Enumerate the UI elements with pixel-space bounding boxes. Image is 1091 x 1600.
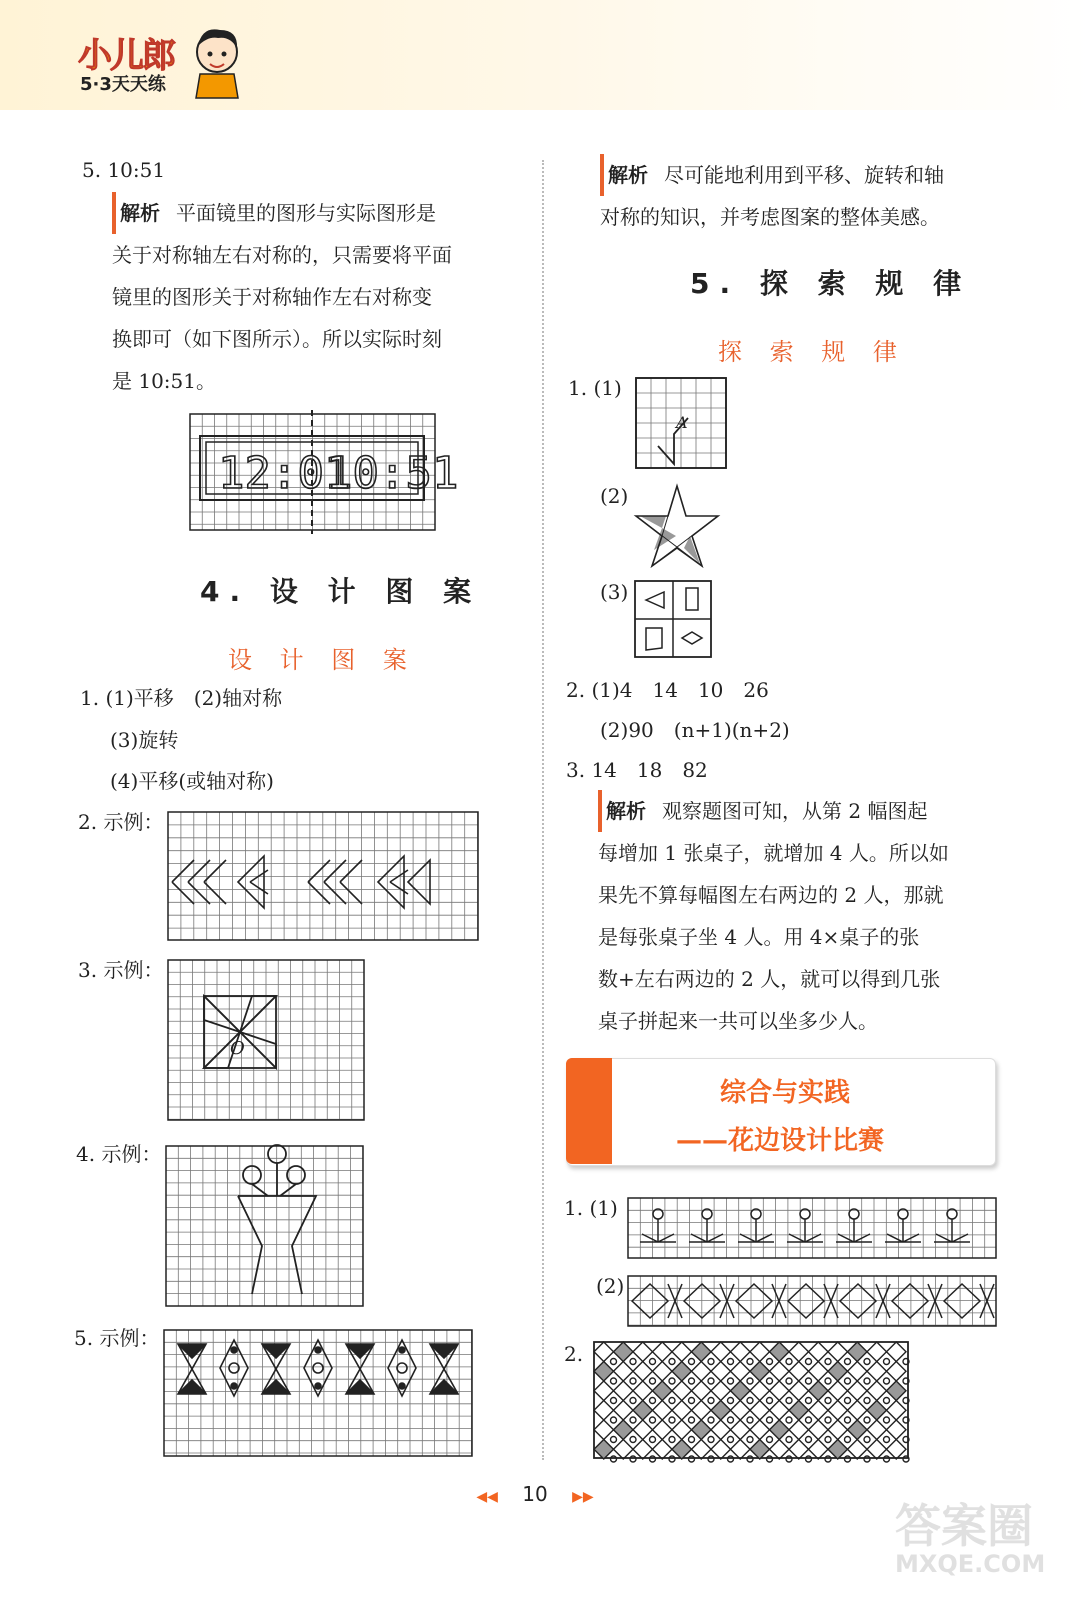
q2-arrow-grid	[168, 812, 478, 940]
q1-line2: (3)旋转	[110, 728, 179, 752]
section-5-title: 5. 探 索 规 律	[690, 267, 972, 300]
r-q1-3-label: (3)	[600, 580, 629, 604]
border-pattern-1	[628, 1198, 996, 1258]
brand-subtitle: 5·3天天练	[80, 74, 166, 95]
analysis-label-2: 解析	[600, 154, 648, 196]
r-q1-label: 1. (1)	[568, 376, 622, 400]
q4-label: 4. 示例：	[76, 1142, 162, 1166]
q1-line1: 1. (1)平移 (2)轴对称	[80, 686, 283, 710]
r-q1-2-label: (2)	[600, 484, 629, 508]
analysis-label: 解析	[112, 192, 160, 234]
p1-label: 1. (1)	[564, 1196, 618, 1220]
r-q2-line1: 2. (1)4 14 10 26	[566, 678, 769, 702]
clock-actual-text: 10:51	[326, 448, 459, 499]
q3-rotation-grid	[168, 960, 364, 1120]
q2-label: 2. 示例：	[78, 810, 164, 834]
brand-logo: 小儿郎	[78, 36, 174, 76]
p1-2-label: (2)	[596, 1274, 625, 1298]
section-5-subtitle: 探 索 规 律	[718, 338, 907, 366]
q1-line3: (4)平移(或轴对称)	[110, 769, 274, 793]
analysis-label-3: 解析	[598, 790, 646, 832]
r-q1-grid	[636, 378, 726, 468]
r-q3-analysis: 解析 观察题图可知，从第 2 幅图起 每增加 1 张桌子，就增加 4 人。所以如 果先不算每幅图左右两边的 2 人，那就 是每张桌子坐 4 人。用 4×桌子的张 数+左右两边的 2 人，就可以得到几张 桌子拼起来一共可以坐多少人。	[598, 790, 1018, 1042]
q3-label: 3. 示例：	[78, 958, 164, 982]
clock-mirror-grid	[190, 414, 459, 530]
tile-pattern	[594, 1342, 908, 1458]
clock-mirrored-text: 12:01	[218, 448, 351, 499]
practice-title: 综合与实践	[720, 1078, 851, 1108]
next-arrow-icon: ▶▶	[572, 1489, 594, 1505]
point-o-label: O	[230, 1038, 245, 1059]
prev-arrow-icon: ◀◀	[476, 1489, 498, 1505]
p2-label: 2.	[564, 1342, 584, 1366]
watermark: 答案圈 MXQE.COM	[895, 1499, 1046, 1578]
border-pattern-2	[628, 1276, 996, 1326]
r-q3-answer: 3. 14 18 82	[566, 758, 708, 782]
star-figure	[636, 486, 718, 566]
q5b-label: 5. 示例：	[74, 1326, 160, 1350]
square-pattern	[634, 580, 712, 658]
point-a-label: A	[676, 413, 688, 432]
q5-analysis: 解析 平面镜里的图形与实际图形是 关于对称轴左右对称的，只需要将平面 镜里的图形关于对称轴作左右对称变 换即可（如下图所示）。所以实际时刻 是 10:51。	[112, 192, 522, 402]
q4-symmetry-grid	[166, 1146, 363, 1306]
r-q2-line2: (2)90 (n+1)(n+2)	[600, 718, 790, 742]
practice-box-bar	[566, 1058, 612, 1164]
q5-answer: 5. 10:51	[82, 158, 166, 182]
page-number: ◀◀ 10 ▶▶	[476, 1482, 594, 1506]
q5-pattern-grid	[164, 1330, 472, 1456]
section-4-subtitle: 设 计 图 案	[228, 646, 417, 674]
design-analysis: 解析 尽可能地利用到平移、旋转和轴 对称的知识，并考虑图案的整体美感。	[600, 154, 1020, 238]
mascot-icon	[190, 24, 245, 99]
practice-subtitle: ——花边设计比赛	[676, 1126, 885, 1156]
column-divider	[542, 160, 544, 1460]
section-4-title: 4. 设 计 图 案	[200, 575, 482, 608]
